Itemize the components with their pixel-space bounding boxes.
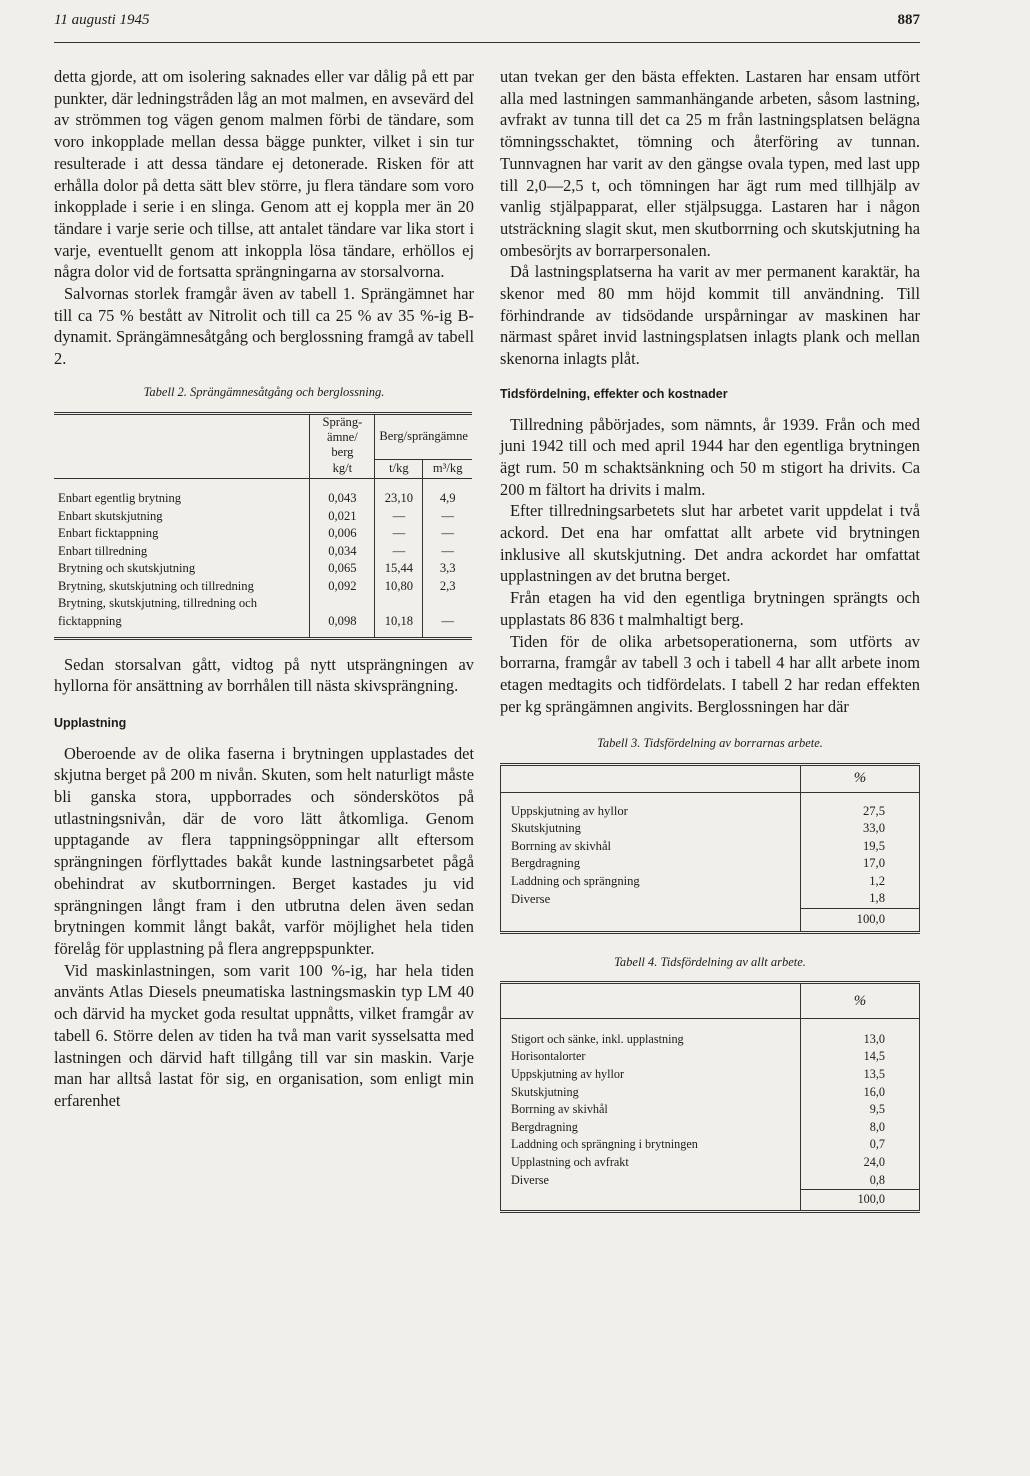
t3-total: 100,0: [801, 908, 920, 932]
table-row: Borrning av skivhål 9,5: [501, 1101, 920, 1119]
table-row: Skutskjutning 33,0: [501, 820, 920, 838]
section-heading-tidsfordelning: Tidsfördelning, effekter och kostnader: [500, 386, 728, 401]
t3-row-label: Laddning och sprängning: [501, 873, 801, 891]
table4-caption: Tabell 4. Tidsfördelning av allt arbete.: [614, 954, 806, 969]
table-row: Stigort och sänke, inkl. upplastning 13,0: [501, 1031, 920, 1049]
table-row: Brytning, skutskjutning och tillredning 0,092 10,80 2,3: [54, 578, 472, 596]
right-paragraph-4: Efter tillredningsarbetets slut har arbetet varit uppdelat i två ackord. Det ena har omfattat allt arbete vid brytningen inklusive all skutskjutning. Det andra ackordet har omfattat upplastningen av det brutna berget.: [500, 501, 920, 586]
table-row: Brytning, skutskjutning, tillredning och ficktappning 0,098 10,18 —: [54, 595, 472, 630]
t3-row-label: Borrning av skivhål: [501, 838, 801, 856]
header-date: 11 augusti 1945: [54, 12, 150, 28]
t2-row-label: Enbart skutskjutning: [54, 508, 310, 526]
page-header: [54, 12, 920, 42]
page-number: 887: [897, 12, 920, 28]
t2-row-label: Enbart egentlig brytning: [54, 490, 310, 508]
t3-row-label: Skutskjutning: [501, 820, 801, 838]
table-row: Enbart ficktappning 0,006 — —: [54, 525, 472, 543]
t4-row-label: Stigort och sänke, inkl. upplastning: [501, 1031, 801, 1049]
right-column: [500, 66, 920, 1213]
t4-row-label: Uppskjutning av hyllor: [501, 1066, 801, 1084]
t2-h-group: Berg/sprängämne: [375, 413, 472, 460]
header-rule: [54, 42, 920, 43]
t4-row-label: Laddning och sprängning i brytningen: [501, 1136, 801, 1154]
table-row: Enbart egentlig brytning 0,043 23,10 4,9: [54, 490, 472, 508]
right-paragraph-1: utan tvekan ger den bästa effekten. Lastaren har ensam utfört alla med lastningen sammanhängande arbeten, såsom lastning, avfrakt av tunna till det ca 25 m från lastningsplatsen belägna tömningsschaktet, tömning och återföring av tunnan. Tunnvagnen har varit av den gängse ovala typen, med last upp till 2,0—2,5 t, och tömningen har ägt rum med tillhjälp av vanlig stjälpapparat, eller stjälpsugga. Lastaren har i någon utsträckning slagit skut, men skutborrning och skutskjutning ha ombesörjts av borrarpersonalen.: [500, 67, 920, 260]
right-paragraph-3: Tillredning påbörjades, som nämnts, år 1939. Från och med juni 1942 till och med april 1944 har den egentliga brytningen ägt rum. 50 m schaktsänkning och 50 m stigort ha drivits. Ca 200 m fältort ha drivits i malm.: [500, 414, 920, 499]
table-row: Laddning och sprängning 1,2: [501, 873, 920, 891]
t4-row-label: Skutskjutning: [501, 1084, 801, 1102]
right-paragraph-5: Från etagen ha vid den egentliga brytningen sprängts och upplastats 86 836 t malmhaltigt berg.: [500, 588, 920, 629]
right-paragraph-6: Tiden för de olika arbetsoperationerna, som utförts av borrarna, framgår av tabell 3 och i tabell 4 har allt arbete inom etagen medtagits och tidfördelats. I tabell 2 har redan effekten per kg sprängämnen angivits. Berglossningen har där: [500, 631, 920, 716]
t2-row-label: Enbart ficktappning: [54, 525, 310, 543]
t3-row-label: Bergdragning: [501, 855, 801, 873]
table4: [500, 981, 920, 1213]
t3-row-label: Uppskjutning av hyllor: [501, 803, 801, 821]
t2-h-col1: Spräng-ämne/ berg: [310, 413, 375, 460]
t2-row-label: Brytning, skutskjutning och tillredning: [54, 578, 310, 596]
left-paragraph-2: Salvornas storlek framgår även av tabell 1. Sprängämnet har till ca 75 % bestått av Nitrolit och till ca 25 % av 35 %-ig B-dynamit. Sprängämnesåtgång och berglossning framgå av tabell 2.: [54, 284, 474, 369]
right-paragraph-2: Då lastningsplatserna ha varit av mer permanent karaktär, ha skenor med 80 mm höjd kommit till användning. Till förhindrande av tidsödande urspårningar av maskinen har närmast spåret invid lastningsplatsen inlagts plank och mellan skenorna inlagts plåt.: [500, 262, 920, 369]
table3-caption: Tabell 3. Tidsfördelning av borrarnas arbete.: [597, 736, 823, 751]
t2-h-col1-unit: kg/t: [310, 460, 375, 479]
left-paragraph-3: Sedan storsalvan gått, vidtog på nytt utsprängningen av hyllorna för ansättning av borrhålen till nästa skivsprängning.: [54, 654, 474, 696]
table-row: Upplastning och avfrakt 24,0: [501, 1154, 920, 1172]
table-row: Bergdragning 8,0: [501, 1119, 920, 1137]
t2-h-col3: m³/kg: [432, 461, 463, 476]
table-row: Diverse 1,8: [501, 890, 920, 908]
table-row: Skutskjutning 16,0: [501, 1084, 920, 1102]
table-row: Uppskjutning av hyllor 27,5: [501, 803, 920, 821]
t4-row-label: Borrning av skivhål: [501, 1101, 801, 1119]
table-row: Bergdragning 17,0: [501, 855, 920, 873]
t4-unit: %: [801, 983, 920, 1019]
t3-row-label: Diverse: [501, 890, 801, 908]
table-row: Brytning och skutskjutning 0,065 15,44 3,3: [54, 560, 472, 578]
left-paragraph-1: detta gjorde, att om isolering saknades eller var dålig på ett par punkter, där ledningstråden låg an mot malmen, en avsevärd del av strömmen tog vägen genom malmen förbi de tändare, som voro inkopplade mellan dessa bägge punkter, vilket i sin tur resulterade i att dessa tändare ej detonerade. Risken för att erhålla dolor på detta sätt blev större, ju flera tändare som voro inkopplade i serie i en slinga. Genom att ej koppla mer än 20 tändare i varje serie och tillse, att antalet tändare var lika stort i varje, eventuellt genom att inkoppla lösa tändare, erhöllos ej några dolor vid de fortsatta sprängningarna av storsalvorna.: [54, 67, 474, 282]
table-row: Laddning och sprängning i brytningen 0,7: [501, 1136, 920, 1154]
t2-row-label: Enbart tillredning: [54, 543, 310, 561]
t2-h-col2: t/kg: [375, 460, 423, 479]
table-row: Enbart skutskjutning 0,021 — —: [54, 508, 472, 526]
t4-row-label: Bergdragning: [501, 1119, 801, 1137]
table-row: Uppskjutning av hyllor 13,5: [501, 1066, 920, 1084]
t4-row-label: Upplastning och avfrakt: [501, 1154, 801, 1172]
left-paragraph-4: Oberoende av de olika faserna i brytningen upplastades det skjutna berget på 200 m nivån. Skuten, som helt naturligt måste bli ganska stora, uppborrades och sönderskötos på utlastningsnivån, där de voro lätt åtkomliga. Genom upptagande av flera tappningsöppningar allt eftersom sprängningen förflyttades bakåt kunde lastningsarbetet pågå obehindrat av skutborrningen. Berget kastades ju vid sprängningen långt fram i den utbrutna delen även sedan brytningen kommit långt bakåt, varför möjlighet hela tiden förelåg för upplastning på flera angreppspunkter.: [54, 743, 474, 958]
section-heading-upplastning: Upplastning: [54, 715, 127, 730]
table-row: Diverse 0,8: [501, 1172, 920, 1190]
t4-row-label: Diverse: [501, 1172, 801, 1190]
table2: [54, 412, 472, 640]
t2-row-label: Brytning och skutskjutning: [54, 560, 310, 578]
table-row: Borrning av skivhål 19,5: [501, 838, 920, 856]
table-row: Horisontalorter 14,5: [501, 1048, 920, 1066]
t4-total: 100,0: [801, 1190, 920, 1212]
t2-row-label: Brytning, skutskjutning, tillredning och ficktappning: [54, 595, 310, 630]
t4-row-label: Horisontalorter: [501, 1048, 801, 1066]
table2-caption: Tabell 2. Sprängämnesåtgång och berglossning.: [143, 384, 385, 399]
table3: [500, 763, 920, 934]
t3-unit: %: [801, 765, 920, 793]
table-row: Enbart tillredning 0,034 — —: [54, 543, 472, 561]
left-paragraph-5: Vid maskinlastningen, som varit 100 %-ig, har hela tiden använts Atlas Diesels pneumatiska lastningsmaskin typ LM 40 och därvid ha mycket goda resultat uppnåtts, vilket framgår av tabell 6. Större delen av tiden ha två man varit sysselsatta med lastningen och därvid haft tillgång till var sin maskin. Varje man har alltså lastat för sig, en organisation, som enligt min erfarenhet: [54, 960, 474, 1110]
left-column: [54, 66, 474, 1112]
